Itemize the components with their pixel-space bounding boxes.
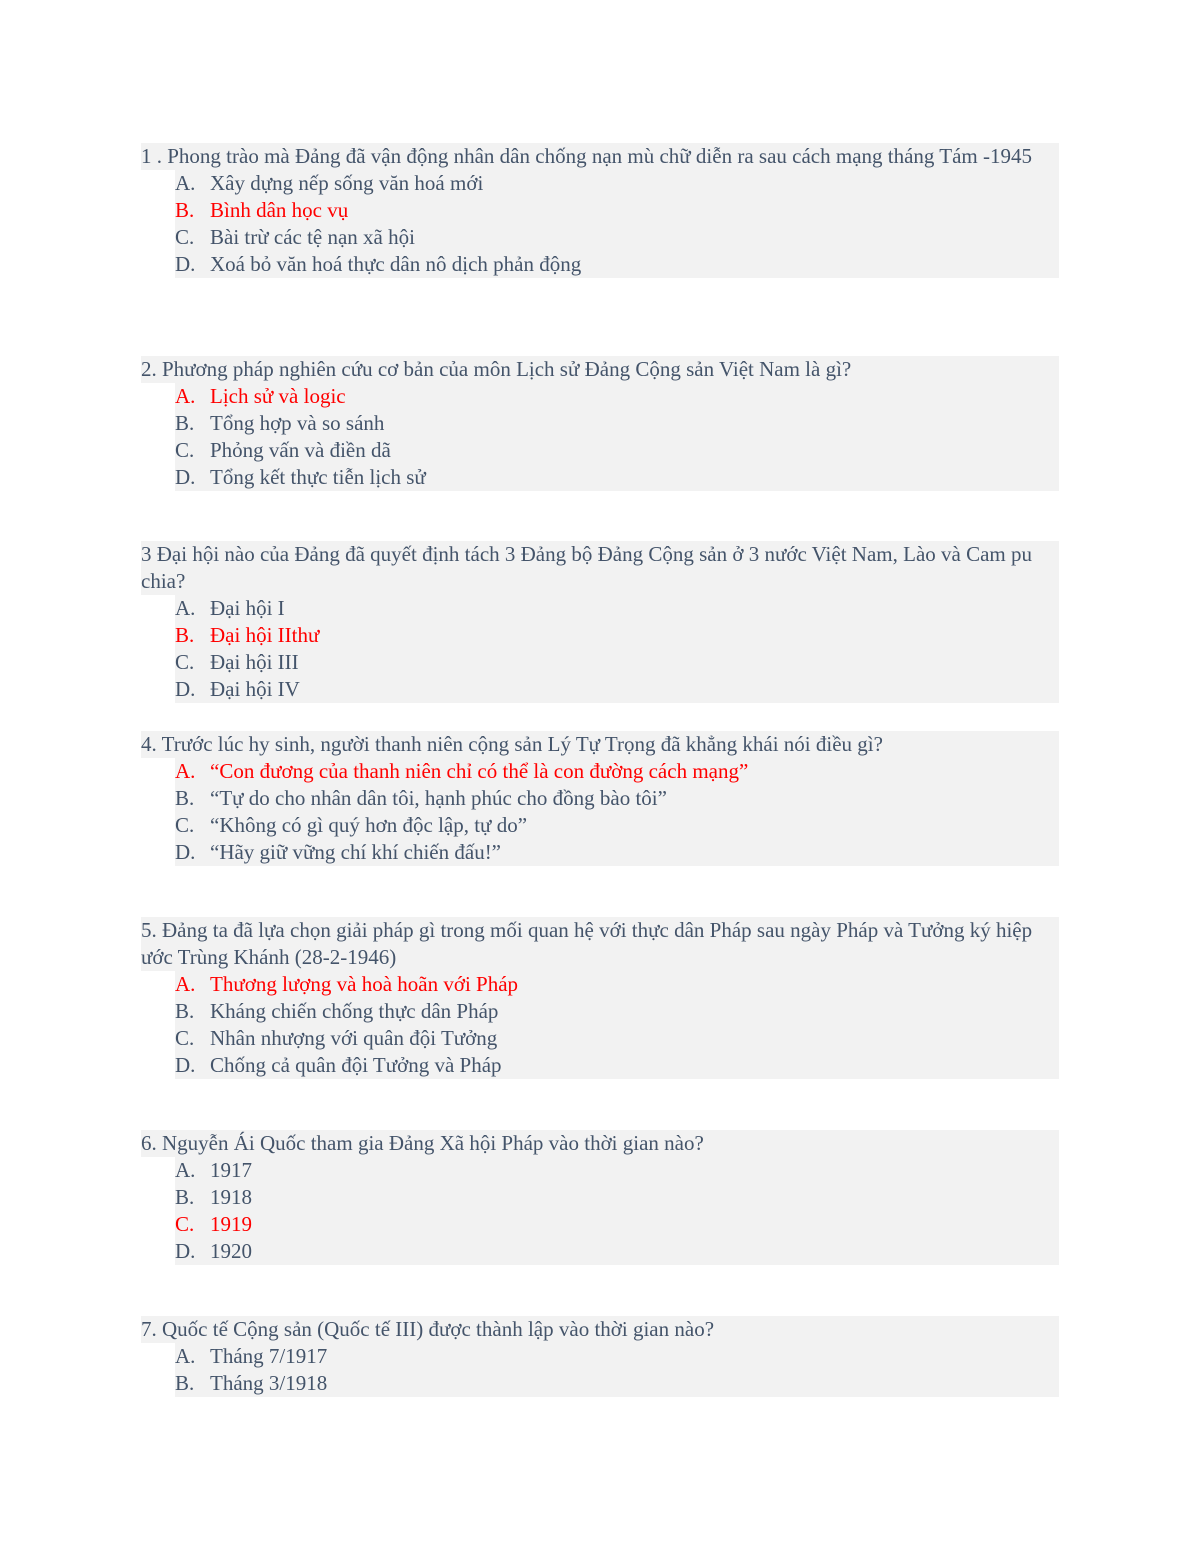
option-text: Tổng kết thực tiễn lịch sử <box>210 465 426 489</box>
option-letter: A. <box>175 1158 196 1182</box>
option-letter: B. <box>175 1185 195 1209</box>
option-text: Xây dựng nếp sống văn hoá mới <box>210 171 484 195</box>
answer-options <box>141 758 1059 866</box>
answer-option <box>175 1052 1059 1079</box>
option-letter: B. <box>175 198 195 222</box>
answer-option-correct <box>175 383 1059 410</box>
question-text: 7. Quốc tế Cộng sản (Quốc tế III) được thành lập vào thời gian nào? <box>141 1316 1059 1343</box>
option-letter: C. <box>175 1026 195 1050</box>
option-letter: B. <box>175 623 195 647</box>
answer-option <box>175 170 1059 197</box>
answer-option <box>175 251 1059 278</box>
option-text: 1917 <box>210 1158 252 1182</box>
answer-options <box>141 971 1059 1079</box>
answer-option <box>175 464 1059 491</box>
option-text: Nhân nhượng với quân đội Tưởng <box>210 1026 498 1050</box>
question-6 <box>141 1130 1059 1265</box>
answer-options <box>141 1343 1059 1397</box>
option-text: 1919 <box>210 1212 252 1236</box>
question-text: 5. Đảng ta đã lựa chọn giải pháp gì trong mối quan hệ với thực dân Pháp sau ngày Pháp và Tưởng ký hiệp ước Trùng Khánh (28-2-1946) <box>141 917 1059 971</box>
option-letter: C. <box>175 438 195 462</box>
answer-option-correct <box>175 197 1059 224</box>
answer-options <box>141 1157 1059 1265</box>
option-text: 1920 <box>210 1239 252 1263</box>
answer-option-correct <box>175 758 1059 785</box>
option-letter: A. <box>175 1344 196 1368</box>
answer-option <box>175 676 1059 703</box>
question-4 <box>141 731 1059 866</box>
option-letter: A. <box>175 171 196 195</box>
option-text: Đại hội IV <box>210 677 300 701</box>
option-text: Chống cả quân đội Tưởng và Pháp <box>210 1053 502 1077</box>
option-letter: D. <box>175 1053 196 1077</box>
answer-option <box>175 839 1059 866</box>
option-letter: C. <box>175 813 195 837</box>
option-letter: C. <box>175 1212 195 1236</box>
answer-option <box>175 1157 1059 1184</box>
answer-option-correct <box>175 622 1059 649</box>
question-3 <box>141 541 1059 703</box>
option-letter: B. <box>175 999 195 1023</box>
option-text: Thương lượng và hoà hoãn với Pháp <box>210 972 519 996</box>
question-text: 3 Đại hội nào của Đảng đã quyết định tách 3 Đảng bộ Đảng Cộng sản ở 3 nước Việt Nam, Lào và Cam pu chia? <box>141 541 1059 595</box>
answer-options <box>141 595 1059 703</box>
answer-option <box>175 649 1059 676</box>
option-text: Tổng hợp và so sánh <box>210 411 385 435</box>
option-text: “Con đương của thanh niên chỉ có thể là con đường cách mạng” <box>210 759 749 783</box>
option-letter: A. <box>175 972 196 996</box>
option-text: Tháng 7/1917 <box>210 1344 328 1368</box>
option-text: Xoá bỏ văn hoá thực dân nô dịch phản động <box>210 252 582 276</box>
answer-option <box>175 1238 1059 1265</box>
option-text: Lịch sử và logic <box>210 384 346 408</box>
option-letter: D. <box>175 465 196 489</box>
option-letter: D. <box>175 1239 196 1263</box>
answer-options <box>141 383 1059 491</box>
option-text: “Tự do cho nhân dân tôi, hạnh phúc cho đồng bào tôi” <box>210 786 667 810</box>
option-text: Kháng chiến chống thực dân Pháp <box>210 999 499 1023</box>
question-text: 6. Nguyễn Ái Quốc tham gia Đảng Xã hội Pháp vào thời gian nào? <box>141 1130 1059 1157</box>
answer-option <box>175 224 1059 251</box>
option-text: “Hãy giữ vững chí khí chiến đấu!” <box>210 840 502 864</box>
answer-option <box>175 1370 1059 1397</box>
option-letter: C. <box>175 225 195 249</box>
answer-option <box>175 437 1059 464</box>
option-letter: B. <box>175 1371 195 1395</box>
option-text: “Không có gì quý hơn độc lập, tự do” <box>210 813 528 837</box>
option-text: Bài trừ các tệ nạn xã hội <box>210 225 415 249</box>
option-letter: C. <box>175 650 195 674</box>
option-text: Phỏng vấn và điền dã <box>210 438 391 462</box>
option-letter: B. <box>175 411 195 435</box>
option-letter: A. <box>175 596 196 620</box>
option-text: Đại hội I <box>210 596 285 620</box>
answer-option <box>175 785 1059 812</box>
answer-options <box>141 170 1059 278</box>
option-text: Đại hội III <box>210 650 299 674</box>
question-1 <box>141 143 1059 278</box>
answer-option <box>175 812 1059 839</box>
option-text: Bình dân học vụ <box>210 198 349 222</box>
question-7 <box>141 1316 1059 1397</box>
answer-option <box>175 595 1059 622</box>
answer-option-correct <box>175 1211 1059 1238</box>
option-text: Đại hội IIthư <box>210 623 320 647</box>
answer-option <box>175 1025 1059 1052</box>
answer-option-correct <box>175 971 1059 998</box>
option-letter: A. <box>175 759 196 783</box>
question-text: 1 . Phong trào mà Đảng đã vận động nhân dân chống nạn mù chữ diễn ra sau cách mạng tháng Tám -1945 <box>141 143 1059 170</box>
answer-option <box>175 410 1059 437</box>
answer-option <box>175 1184 1059 1211</box>
option-text: 1918 <box>210 1185 252 1209</box>
option-letter: D. <box>175 252 196 276</box>
option-text: Tháng 3/1918 <box>210 1371 328 1395</box>
answer-option <box>175 998 1059 1025</box>
option-letter: D. <box>175 677 196 701</box>
question-text: 2. Phương pháp nghiên cứu cơ bản của môn Lịch sử Đảng Cộng sản Việt Nam là gì? <box>141 356 1059 383</box>
answer-option <box>175 1343 1059 1370</box>
question-5 <box>141 917 1059 1079</box>
option-letter: B. <box>175 786 195 810</box>
option-letter: D. <box>175 840 196 864</box>
option-letter: A. <box>175 384 196 408</box>
question-2 <box>141 356 1059 491</box>
question-text: 4. Trước lúc hy sinh, người thanh niên cộng sản Lý Tự Trọng đã khẳng khái nói điều gì? <box>141 731 1059 758</box>
